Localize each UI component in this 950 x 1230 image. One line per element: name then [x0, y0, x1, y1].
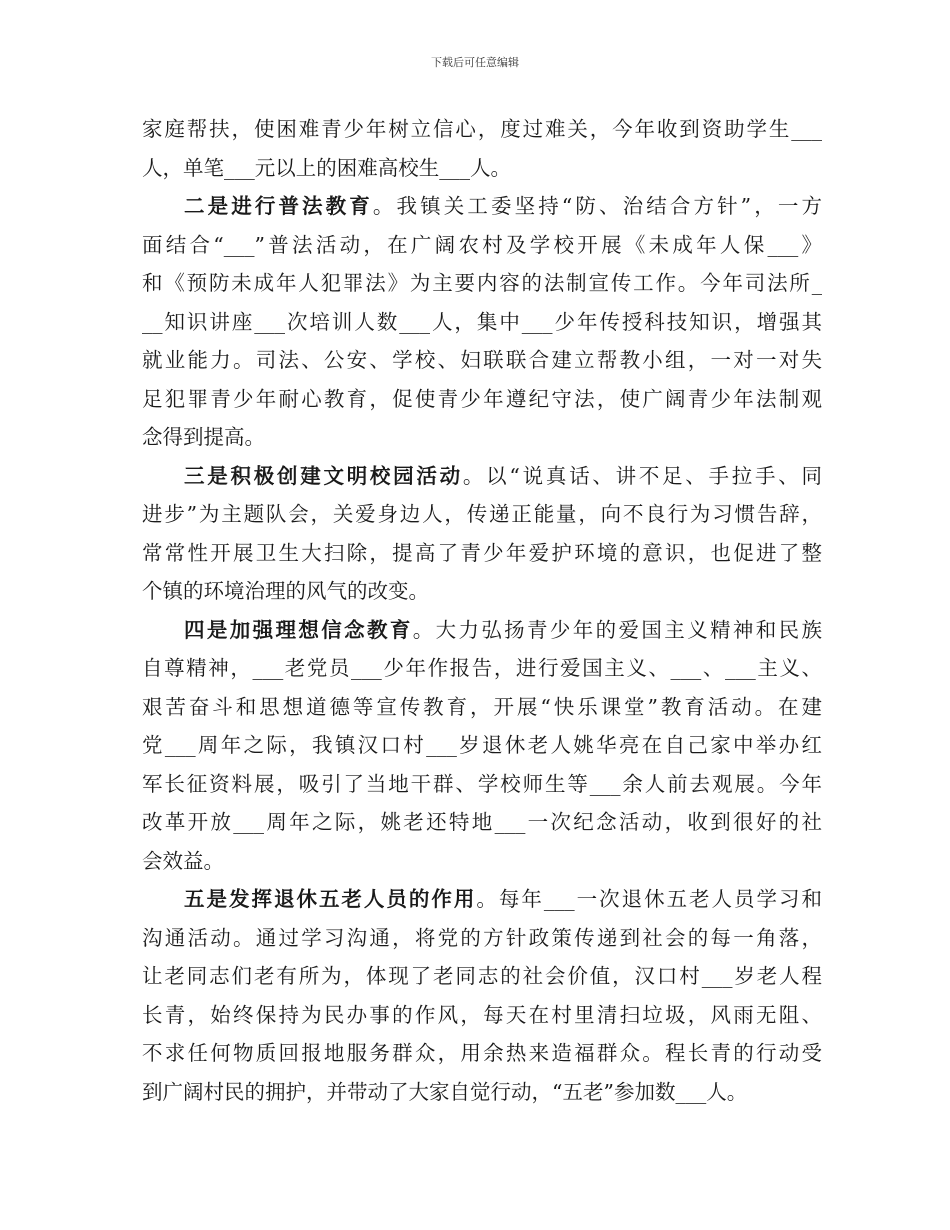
line-text — [184, 611, 822, 650]
text-line — [142, 187, 822, 226]
text-line — [142, 842, 822, 881]
text-line — [142, 996, 822, 1035]
line-text — [142, 726, 822, 765]
line-text — [142, 380, 822, 419]
text-line — [142, 880, 822, 919]
text-line — [142, 957, 822, 996]
line-text — [184, 457, 822, 496]
text-line — [142, 649, 822, 688]
paragraph-text: 。每年___一次退休五老人员学习和 — [476, 887, 823, 911]
line-text — [142, 226, 822, 265]
text-line — [142, 149, 822, 188]
text-line — [142, 765, 822, 804]
paragraph-text: 人，单笔___元以上的困难高校生___人。 — [142, 155, 511, 180]
section-heading: 四是加强理想信念教育 — [184, 617, 413, 642]
text-line — [142, 534, 822, 573]
text-line — [142, 803, 822, 842]
paragraph-text: __知识讲座___次培训人数___人，集中___少年传授科技知识，增强其 — [142, 309, 822, 334]
paragraph-text: 艰苦奋斗和思想道德等宣传教育，开展“快乐课堂”教育活动。在建 — [142, 694, 822, 719]
paragraph-text: 足犯罪青少年耐心教育，促使青少年遵纪守法，使广阔青少年法制观 — [142, 386, 822, 411]
line-text — [142, 495, 822, 534]
line-text — [142, 649, 822, 688]
paragraph-text: 个镇的环境治理的风气的改变。 — [142, 579, 429, 603]
paragraph-text: 。大力弘扬青少年的爱国主义精神和民族 — [412, 617, 822, 642]
line-text — [142, 919, 822, 958]
text-line — [142, 726, 822, 765]
line-text — [142, 1073, 747, 1112]
text-line — [142, 495, 822, 534]
paragraph-text: 常常性开展卫生大扫除，提高了青少年爱护环境的意识，也促进了整 — [142, 540, 822, 565]
section-heading: 三是积极创建文明校园活动 — [184, 463, 463, 488]
line-text — [142, 996, 822, 1035]
line-text — [142, 842, 224, 881]
section-heading: 五是发挥退休五老人员的作用 — [184, 887, 477, 911]
paragraph-text: 就业能力。司法、公安、学校、妇联联合建立帮教小组，一对一对失 — [142, 348, 822, 372]
line-text — [184, 187, 822, 226]
line-text — [142, 149, 511, 188]
text-line — [142, 457, 822, 496]
text-line — [142, 418, 822, 457]
line-text — [142, 957, 822, 996]
text-line — [142, 611, 822, 650]
line-text — [142, 688, 822, 727]
text-line — [142, 303, 822, 342]
line-text — [142, 803, 822, 842]
line-text — [142, 341, 822, 380]
line-text — [184, 880, 822, 919]
paragraph-text: 党___周年之际，我镇汉口村___岁退休老人姚华亮在自己家中举办红 — [142, 733, 822, 757]
line-text — [142, 110, 822, 149]
text-line — [142, 264, 822, 303]
line-text — [142, 264, 822, 303]
paragraph-text: 会效益。 — [142, 848, 224, 873]
paragraph-text: 长青，始终保持为民办事的作风，每天在村里清扫垃圾，风雨无阻、 — [142, 1002, 822, 1027]
paragraph-text: 军长征资料展，吸引了当地干群、学校师生等___余人前去观展。今年 — [142, 771, 822, 796]
text-line — [142, 919, 822, 958]
paragraph-text: 。以“说真话、讲不足、手拉手、同 — [462, 463, 823, 488]
paragraph-text: 让老同志们老有所为，体现了老同志的社会价值，汉口村___岁老人程 — [142, 964, 822, 988]
line-text — [142, 418, 265, 457]
text-line — [142, 380, 822, 419]
paragraph-text: 到广阔村民的拥护，并带动了大家自觉行动，“五老”参加数___人。 — [142, 1079, 748, 1104]
section-heading: 二是进行普法教育 — [184, 194, 373, 218]
page-header: 下载后可任意编辑 — [431, 56, 519, 69]
paragraph-text: 沟通活动。通过学习沟通，将党的方针政策传递到社会的每一角落， — [142, 925, 822, 950]
document-body — [142, 110, 822, 1111]
line-text — [142, 572, 429, 611]
text-line — [142, 1034, 822, 1073]
line-text — [142, 1034, 822, 1073]
paragraph-text: 家庭帮扶，使困难青少年树立信心，度过难关，今年收到资助学生___ — [142, 117, 822, 141]
line-text — [142, 303, 822, 342]
paragraph-text: 和《预防未成年人犯罪法》为主要内容的法制宣传工作。今年司法所_ — [142, 271, 822, 295]
paragraph-text: 。我镇关工委坚持“防、治结合方针”，一方 — [372, 194, 822, 218]
paragraph-text: 不求任何物质回报地服务群众，用余热来造福群众。程长青的行动受 — [142, 1041, 822, 1065]
text-line — [142, 341, 822, 380]
text-line — [142, 110, 822, 149]
paragraph-text: 改革开放___周年之际，姚老还特地___一次纪念活动，收到很好的社 — [142, 810, 822, 834]
paragraph-text: 面结合“___”普法活动，在广阔农村及学校开展《未成年人保___》 — [142, 232, 822, 257]
paragraph-text: 自尊精神，___老党员___少年作报告，进行爱国主义、___、___主义、 — [142, 656, 822, 680]
line-text — [142, 534, 822, 573]
text-line — [142, 572, 822, 611]
paragraph-text: 进步”为主题队会，关爱身边人，传递正能量，向不良行为习惯告辞， — [142, 502, 822, 526]
text-line — [142, 1073, 822, 1112]
text-line — [142, 688, 822, 727]
paragraph-text: 念得到提高。 — [142, 425, 265, 449]
text-line — [142, 226, 822, 265]
line-text — [142, 765, 822, 804]
